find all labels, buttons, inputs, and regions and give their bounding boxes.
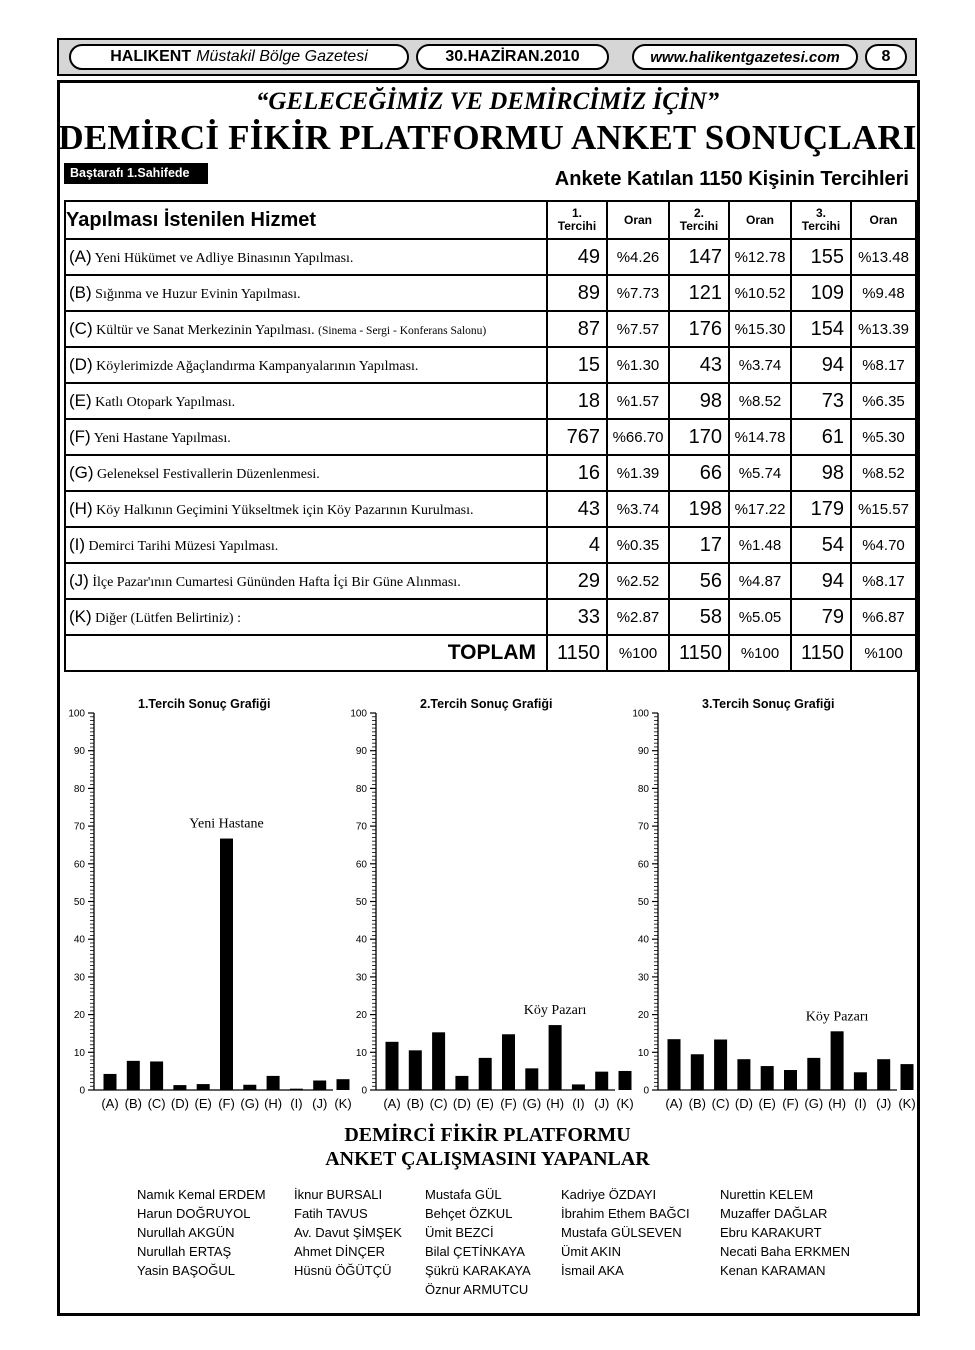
pref3-ratio: %13.39 — [851, 311, 916, 347]
survey-table — [64, 200, 917, 672]
x-tick-label: (H) — [264, 1096, 283, 1111]
pref3-ratio: %5.30 — [851, 419, 916, 455]
option-letter: (A) — [69, 247, 92, 266]
pref3-total: 1150 — [791, 635, 851, 671]
pref3-column-header: 3. Tercihi — [791, 201, 851, 239]
x-tick-label: (G) — [804, 1096, 824, 1111]
option-letter: (J) — [69, 571, 89, 590]
pref1-count: 18 — [547, 383, 607, 419]
chart-svg — [622, 695, 916, 1115]
pref1-ratio: %7.57 — [607, 311, 669, 347]
ratio3-column-header: Oran — [851, 201, 916, 239]
x-tick-label: (I) — [572, 1096, 585, 1111]
x-tick-label: (G) — [240, 1096, 260, 1111]
y-tick-label: 70 — [637, 821, 649, 833]
service-text: Yeni Hastane Yapılması. — [93, 431, 231, 446]
chart-bar — [549, 1025, 562, 1090]
service-cell — [65, 563, 547, 599]
chart-third-preference — [622, 695, 916, 1115]
credits-column — [294, 1185, 402, 1280]
service-note: (Sinema - Sergi - Konferans Salonu) — [318, 325, 487, 337]
pref2-count: 43 — [669, 347, 729, 383]
chart-bar — [877, 1059, 890, 1090]
y-tick-label: 70 — [355, 821, 367, 833]
y-tick-label: 60 — [637, 859, 649, 871]
credit-name: Şükrü KARAKAYA — [425, 1263, 531, 1278]
pref3-ratio: %8.17 — [851, 563, 916, 599]
x-tick-label: (K) — [334, 1096, 352, 1111]
chart-title: 3.Tercih Sonuç Grafiği — [702, 697, 835, 711]
x-tick-label: (C) — [147, 1096, 166, 1111]
pref3-ratio: %6.87 — [851, 599, 916, 635]
x-tick-label: (F) — [500, 1096, 517, 1111]
credit-name: Necati Baha ERKMEN — [720, 1244, 851, 1259]
credit-name: İsmail AKA — [561, 1263, 624, 1278]
y-tick-label: 80 — [355, 783, 367, 795]
service-cell — [65, 599, 547, 635]
y-tick-label: 50 — [355, 897, 367, 908]
x-tick-label: (K) — [898, 1096, 916, 1111]
pref1-ratio: %4.26 — [607, 239, 669, 275]
pref1-count: 15 — [547, 347, 607, 383]
table-row — [65, 347, 916, 383]
chart-bar — [595, 1072, 608, 1090]
total-label: TOPLAM — [65, 635, 547, 671]
y-tick-label: 10 — [637, 1047, 649, 1059]
credit-name: Yasin BAŞOĞUL — [137, 1263, 236, 1278]
pref1-ratio: %3.74 — [607, 491, 669, 527]
y-tick-label: 40 — [73, 934, 85, 946]
chart-bar — [386, 1042, 399, 1090]
pref3-count: 154 — [791, 311, 851, 347]
credit-name: Namık Kemal ERDEM — [137, 1187, 266, 1202]
y-tick-label: 30 — [73, 972, 85, 984]
option-letter: (G) — [69, 463, 94, 482]
pref1-count: 29 — [547, 563, 607, 599]
y-tick-label: 80 — [637, 783, 649, 795]
x-tick-label: (D) — [452, 1096, 471, 1111]
credit-name: Mustafa GÜL — [425, 1187, 502, 1202]
pref3-count: 94 — [791, 563, 851, 599]
chart-bar — [784, 1070, 797, 1090]
credit-name: Av. Davut ŞİMŞEK — [294, 1225, 402, 1240]
pref2-ratio: %4.87 — [729, 563, 791, 599]
service-column-header: Yapılması İstenilen Hizmet — [65, 201, 547, 239]
pref2-ratio: %3.74 — [729, 347, 791, 383]
pref1-ratio: %2.52 — [607, 563, 669, 599]
x-tick-label: (H) — [546, 1096, 565, 1111]
chart-bar — [409, 1050, 422, 1090]
chart-bar — [243, 1085, 256, 1090]
y-tick-label: 90 — [637, 746, 649, 758]
pref3-count: 109 — [791, 275, 851, 311]
pref3-count: 73 — [791, 383, 851, 419]
table-header-row — [65, 201, 916, 239]
x-tick-label: (I) — [854, 1096, 867, 1111]
x-tick-label: (D) — [734, 1096, 753, 1111]
pref1-count: 767 — [547, 419, 607, 455]
credit-name: Nurullah ERTAŞ — [137, 1244, 232, 1259]
credit-name: Mustafa GÜLSEVEN — [561, 1225, 682, 1240]
x-tick-label: (B) — [688, 1096, 706, 1111]
pref3-ratio: %15.57 — [851, 491, 916, 527]
chart-bar — [761, 1066, 774, 1090]
pref2-ratio: %10.52 — [729, 275, 791, 311]
credit-name: Bilal ÇETİNKAYA — [425, 1244, 525, 1259]
chart-bar — [737, 1059, 750, 1090]
ratio2-total: %100 — [729, 635, 791, 671]
pref2-ratio: %5.05 — [729, 599, 791, 635]
pref3-count: 98 — [791, 455, 851, 491]
credit-name: Nurettin KELEM — [720, 1187, 814, 1202]
chart-second-preference — [340, 695, 634, 1115]
pref2-count: 58 — [669, 599, 729, 635]
pref3-ratio: %6.35 — [851, 383, 916, 419]
x-tick-label: (E) — [476, 1096, 494, 1111]
y-tick-label: 40 — [355, 934, 367, 946]
service-text: Yeni Hükümet ve Adliye Binasının Yapılması. — [94, 251, 354, 266]
credits-column — [720, 1185, 850, 1280]
chart-bar — [525, 1068, 538, 1090]
pref2-column-header: 2. Tercihi — [669, 201, 729, 239]
credit-name: Harun DOĞRUYOL — [137, 1206, 251, 1221]
credit-name: Nurullah AKGÜN — [137, 1225, 235, 1240]
ratio2-column-header: Oran — [729, 201, 791, 239]
pref2-count: 176 — [669, 311, 729, 347]
y-tick-label: 70 — [73, 821, 85, 833]
pref1-ratio: %1.39 — [607, 455, 669, 491]
pref3-count: 54 — [791, 527, 851, 563]
y-tick-label: 60 — [355, 859, 367, 871]
pref1-ratio: %1.30 — [607, 347, 669, 383]
y-tick-label: 10 — [355, 1047, 367, 1059]
newspaper-subtitle: Müstakil Bölge Gazetesi — [196, 48, 368, 65]
y-tick-label: 0 — [643, 1085, 649, 1097]
pref3-count: 155 — [791, 239, 851, 275]
pref1-ratio: %7.73 — [607, 275, 669, 311]
pref1-count: 4 — [547, 527, 607, 563]
pref2-count: 121 — [669, 275, 729, 311]
credit-name: Ahmet DİNÇER — [294, 1244, 386, 1259]
pref2-count: 170 — [669, 419, 729, 455]
chart-bar — [267, 1076, 280, 1090]
y-tick-label: 0 — [361, 1085, 367, 1097]
pref1-count: 87 — [547, 311, 607, 347]
x-tick-label: (B) — [406, 1096, 424, 1111]
chart-bar — [807, 1058, 820, 1090]
y-tick-label: 50 — [73, 897, 85, 908]
pref2-count: 66 — [669, 455, 729, 491]
credit-name: Ebru KARAKURT — [720, 1225, 822, 1240]
option-letter: (K) — [69, 607, 92, 626]
y-tick-label: 100 — [68, 708, 85, 720]
y-tick-label: 50 — [637, 897, 649, 908]
chart-annotation: Köy Pazarı — [805, 1009, 869, 1025]
pref1-count: 33 — [547, 599, 607, 635]
service-text: Katlı Otopark Yapılması. — [95, 395, 236, 410]
pref2-total: 1150 — [669, 635, 729, 671]
pref1-count: 89 — [547, 275, 607, 311]
y-tick-label: 20 — [637, 1010, 649, 1022]
table-row — [65, 563, 916, 599]
newspaper-name: HALIKENT — [110, 48, 192, 65]
x-tick-label: (J) — [876, 1096, 892, 1111]
x-tick-label: (E) — [758, 1096, 776, 1111]
table-row — [65, 239, 916, 275]
credits-column — [425, 1185, 531, 1299]
chart-bar — [455, 1076, 468, 1090]
y-tick-label: 60 — [73, 859, 85, 871]
chart-bar — [197, 1084, 210, 1090]
credit-name: Hüsnü ÖĞÜTÇÜ — [294, 1263, 392, 1278]
chart-bar — [831, 1031, 844, 1090]
chart-bar — [104, 1074, 117, 1090]
pref3-count: 79 — [791, 599, 851, 635]
survey-title: Ankete Katılan 1150 Kişinin Tercihleri — [554, 168, 909, 190]
newspaper-name-pill — [69, 44, 409, 70]
chart-bar — [691, 1054, 704, 1090]
y-tick-label: 40 — [637, 934, 649, 946]
y-tick-label: 20 — [73, 1010, 85, 1022]
pref3-ratio: %8.52 — [851, 455, 916, 491]
service-cell — [65, 347, 547, 383]
service-text: Diğer (Lütfen Belirtiniz) : — [95, 611, 241, 626]
x-tick-label: (F) — [218, 1096, 235, 1111]
credit-name: İknur BURSALI — [294, 1187, 383, 1202]
credit-name: Kadriye ÖZDAYI — [561, 1187, 657, 1202]
service-text: Köy Halkının Geçimini Yükseltmek için Köy Pazarının Kurulması. — [96, 503, 474, 518]
option-letter: (F) — [69, 427, 91, 446]
website-link[interactable]: www.halikentgazetesi.com — [632, 44, 858, 70]
pref3-count: 61 — [791, 419, 851, 455]
chart-bar — [901, 1064, 914, 1090]
page-number: 8 — [865, 44, 907, 70]
y-tick-label: 90 — [73, 746, 85, 758]
pref2-ratio: %15.30 — [729, 311, 791, 347]
y-tick-label: 30 — [355, 972, 367, 984]
service-text: İlçe Pazar'ının Cumartesi Gününden Hafta İçi Bir Güne Alınması. — [92, 575, 461, 590]
x-tick-label: (C) — [429, 1096, 448, 1111]
x-tick-label: (E) — [194, 1096, 212, 1111]
x-tick-label: (H) — [828, 1096, 847, 1111]
y-tick-label: 20 — [355, 1010, 367, 1022]
x-tick-label: (A) — [383, 1096, 401, 1111]
x-tick-label: (I) — [290, 1096, 303, 1111]
chart-annotation: Köy Pazarı — [523, 1003, 587, 1019]
y-tick-label: 100 — [632, 708, 649, 720]
pref2-ratio: %14.78 — [729, 419, 791, 455]
x-tick-label: (F) — [782, 1096, 799, 1111]
table-row — [65, 527, 916, 563]
pref1-ratio: %66.70 — [607, 419, 669, 455]
x-tick-label: (A) — [665, 1096, 683, 1111]
table-row — [65, 491, 916, 527]
table-row — [65, 311, 916, 347]
x-tick-label: (A) — [101, 1096, 119, 1111]
chart-bar — [714, 1040, 727, 1090]
table-row — [65, 419, 916, 455]
table-row — [65, 599, 916, 635]
y-tick-label: 100 — [350, 708, 367, 720]
pref2-count: 147 — [669, 239, 729, 275]
pref2-ratio: %12.78 — [729, 239, 791, 275]
chart-svg — [58, 695, 352, 1115]
x-tick-label: (B) — [124, 1096, 142, 1111]
pref1-count: 43 — [547, 491, 607, 527]
option-letter: (D) — [69, 355, 93, 374]
service-text: Demirci Tarihi Müzesi Yapılması. — [88, 539, 279, 554]
chart-title: 1.Tercih Sonuç Grafiği — [138, 697, 271, 711]
pref3-ratio: %8.17 — [851, 347, 916, 383]
y-tick-label: 10 — [73, 1047, 85, 1059]
pref3-ratio: %4.70 — [851, 527, 916, 563]
service-cell — [65, 527, 547, 563]
pref1-total: 1150 — [547, 635, 607, 671]
option-letter: (C) — [69, 319, 93, 338]
ratio1-column-header: Oran — [607, 201, 669, 239]
service-text: Geleneksel Festivallerin Düzenlenmesi. — [97, 467, 320, 482]
chart-bar — [313, 1080, 326, 1090]
chart-bar — [479, 1058, 492, 1090]
slogan: “GELECEĞİMİZ VE DEMİRCİMİZ İÇİN” — [255, 88, 720, 115]
issue-date: 30.HAZİRAN.2010 — [416, 44, 609, 70]
chart-bar — [572, 1084, 585, 1090]
total-row — [65, 635, 916, 671]
pref2-ratio: %1.48 — [729, 527, 791, 563]
pref2-ratio: %17.22 — [729, 491, 791, 527]
service-text: Kültür ve Sanat Merkezinin Yapılması. — [96, 323, 315, 338]
continued-label: Baştarafı 1.Sahifede — [64, 163, 208, 184]
pref3-ratio: %9.48 — [851, 275, 916, 311]
credit-name: İbrahim Ethem BAĞCI — [561, 1206, 690, 1221]
option-letter: (H) — [69, 499, 93, 518]
credit-name: Kenan KARAMAN — [720, 1263, 826, 1278]
option-letter: (I) — [69, 535, 86, 554]
service-cell — [65, 239, 547, 275]
service-cell — [65, 383, 547, 419]
service-text: Köylerimizde Ağaçlandırma Kampanyalarının Yapılması. — [96, 359, 419, 374]
y-tick-label: 80 — [73, 783, 85, 795]
table-row — [65, 383, 916, 419]
pref1-count: 49 — [547, 239, 607, 275]
pref2-count: 56 — [669, 563, 729, 599]
pref1-ratio: %1.57 — [607, 383, 669, 419]
x-tick-label: (J) — [594, 1096, 610, 1111]
chart-annotation: Yeni Hastane — [189, 816, 264, 832]
chart-bar — [502, 1034, 515, 1090]
chart-bar — [432, 1032, 445, 1090]
chart-bar — [854, 1072, 867, 1090]
credit-name: Muzaffer DAĞLAR — [720, 1206, 828, 1221]
y-tick-label: 30 — [637, 972, 649, 984]
pref2-count: 198 — [669, 491, 729, 527]
x-tick-label: (D) — [170, 1096, 189, 1111]
pref2-ratio: %5.74 — [729, 455, 791, 491]
pref2-count: 98 — [669, 383, 729, 419]
option-letter: (B) — [69, 283, 92, 302]
pref1-ratio: %0.35 — [607, 527, 669, 563]
credits-column — [137, 1185, 266, 1280]
chart-bar — [150, 1061, 163, 1090]
x-tick-label: (J) — [312, 1096, 328, 1111]
pref1-column-header: 1. Tercihi — [547, 201, 607, 239]
service-text: Sığınma ve Huzur Evinin Yapılması. — [95, 287, 301, 302]
pref3-count: 179 — [791, 491, 851, 527]
x-tick-label: (K) — [616, 1096, 634, 1111]
chart-svg — [340, 695, 634, 1115]
option-letter: (E) — [69, 391, 92, 410]
service-cell — [65, 455, 547, 491]
service-cell — [65, 275, 547, 311]
pref1-count: 16 — [547, 455, 607, 491]
service-cell — [65, 311, 547, 347]
page-title: DEMİRCİ FİKİR PLATFORMU ANKET SONUÇLARI — [58, 118, 917, 157]
y-tick-label: 0 — [79, 1085, 85, 1097]
credit-name: Ümit AKIN — [561, 1244, 621, 1259]
credits-column — [561, 1185, 690, 1280]
pref3-count: 94 — [791, 347, 851, 383]
chart-title: 2.Tercih Sonuç Grafiği — [420, 697, 553, 711]
x-tick-label: (G) — [522, 1096, 542, 1111]
credit-name: Öznur ARMUTCU — [425, 1282, 529, 1297]
service-cell — [65, 419, 547, 455]
chart-bar — [668, 1039, 681, 1090]
pref3-ratio: %13.48 — [851, 239, 916, 275]
pref1-ratio: %2.87 — [607, 599, 669, 635]
credit-name: Fatih TAVUS — [294, 1206, 368, 1221]
chart-bar — [220, 839, 233, 1090]
chart-bar — [173, 1085, 186, 1090]
y-tick-label: 90 — [355, 746, 367, 758]
pref2-ratio: %8.52 — [729, 383, 791, 419]
pref2-count: 17 — [669, 527, 729, 563]
chart-first-preference — [58, 695, 352, 1115]
credits-title: DEMİRCİ FİKİR PLATFORMU — [344, 1124, 631, 1146]
table-row — [65, 275, 916, 311]
credits-subtitle: ANKET ÇALIŞMASINI YAPANLAR — [325, 1148, 650, 1170]
chart-bar — [127, 1061, 140, 1090]
credit-name: Behçet ÖZKUL — [425, 1206, 513, 1221]
ratio3-total: %100 — [851, 635, 916, 671]
ratio1-total: %100 — [607, 635, 669, 671]
credit-name: Ümit BEZCİ — [425, 1225, 494, 1240]
table-row — [65, 455, 916, 491]
x-tick-label: (C) — [711, 1096, 730, 1111]
chart-bar — [290, 1089, 303, 1090]
service-cell — [65, 491, 547, 527]
newspaper-header — [57, 38, 917, 76]
